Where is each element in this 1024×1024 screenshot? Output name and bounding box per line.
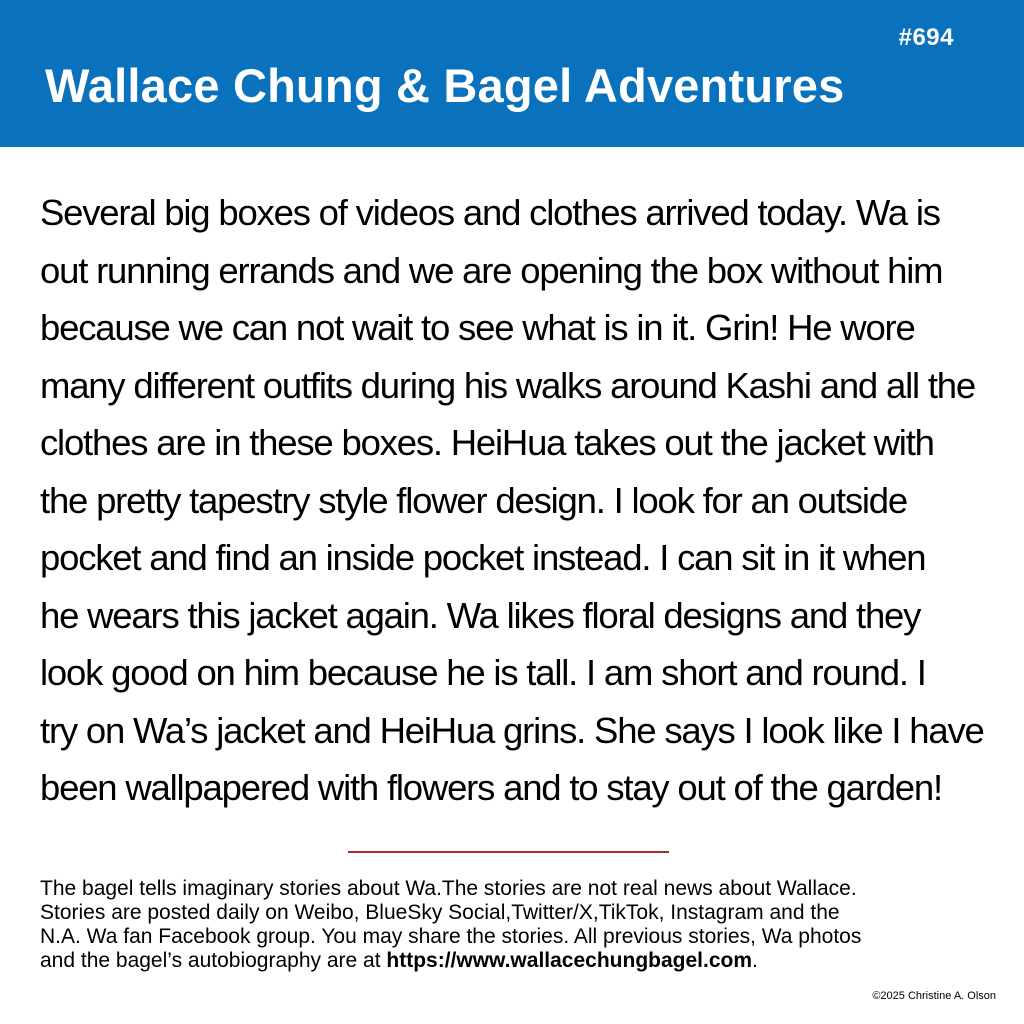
divider (348, 851, 669, 853)
story-line: pocket and find an inside pocket instead. I can sit in it when (40, 537, 926, 578)
disclaimer-suffix: . (752, 949, 758, 972)
copyright-notice: ©2025 Christine A. Olson (872, 990, 996, 1002)
story-line: because we can not wait to see what is in it. Grin! He wore (40, 307, 915, 348)
story-line: look good on him because he is tall. I am short and round. I (40, 652, 926, 693)
episode-number: #694 (898, 24, 954, 51)
disclaimer-line: Stories are posted daily on Weibo, BlueSky Social,Twitter/X,TikTok, Instagram and the (40, 901, 840, 924)
story-line: out running errands and we are opening the box without him (40, 249, 943, 291)
disclaimer-prefix: and the bagel’s autobiography are at (40, 949, 387, 972)
story-text (40, 184, 1008, 817)
story-line: the pretty tapestry style flower design. I look for an outside (40, 479, 907, 521)
disclaimer-line: N.A. Wa fan Facebook group. You may share the stories. All previous stories, Wa photos (40, 925, 862, 948)
disclaimer-line (40, 949, 1000, 973)
story-line: try on Wa’s jacket and HeiHua grins. She says I look like I have (40, 709, 984, 751)
story-line: he wears this jacket again. Wa likes floral designs and they (40, 594, 921, 636)
story-line: Several big boxes of videos and clothes arrived today. Wa is (40, 192, 940, 233)
story-line: many different outfits during his walks around Kashi and all the (40, 364, 975, 406)
page-title: Wallace Chung & Bagel Adventures (45, 59, 845, 112)
header-banner (0, 0, 1024, 147)
story-line: been wallpapered with flowers and to stay out of the garden! (40, 767, 942, 808)
story-line: clothes are in these boxes. HeiHua takes out the jacket with (40, 422, 934, 463)
disclaimer-text (40, 877, 1000, 973)
website-link[interactable]: https://www.wallacechungbagel.com (386, 949, 753, 972)
disclaimer-line: The bagel tells imaginary stories about Wa.The stories are not real news about Wallace. (40, 877, 857, 900)
